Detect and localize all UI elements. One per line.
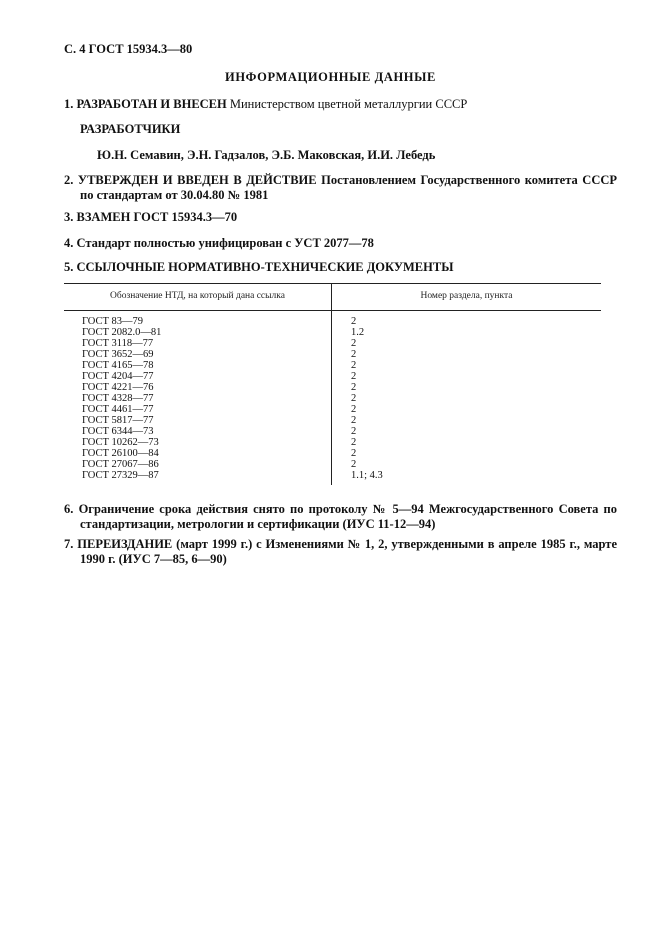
table-row — [64, 426, 601, 437]
page-title: ИНФОРМАЦИОННЫЕ ДАННЫЕ — [225, 70, 436, 84]
table-cell-document: ГОСТ 10262—73 — [82, 437, 159, 448]
table-row — [64, 415, 601, 426]
table-row — [64, 349, 601, 360]
item-7 — [64, 537, 617, 567]
item-text: Стандарт полностью унифицирован с УСТ 2077—78 — [76, 236, 374, 250]
table-row — [64, 338, 601, 349]
item-text: Постановлением Государственного комитета СССР по стандартам от 30.04.80 № 1981 — [80, 173, 618, 202]
table-row — [64, 404, 601, 415]
table-cell-section: 1.2 — [351, 327, 365, 338]
table-cell-document: ГОСТ 4204—77 — [82, 371, 154, 382]
item-heading: ССЫЛОЧНЫЕ НОРМАТИВНО-ТЕХНИЧЕСКИЕ ДОКУМЕНТЫ — [76, 260, 454, 274]
item-4 — [64, 236, 601, 251]
table-cell-section: 2 — [351, 448, 357, 459]
table-cell-document: ГОСТ 3652—69 — [82, 349, 154, 360]
table-cell-document: ГОСТ 6344—73 — [82, 426, 154, 437]
table-cell-document: ГОСТ 27067—86 — [82, 459, 159, 470]
table-cell-section: 2 — [351, 459, 357, 470]
table-header-rule — [64, 310, 601, 311]
item-number: 1. — [64, 97, 74, 111]
item-heading: ПЕРЕИЗДАНИЕ — [77, 537, 173, 551]
item-number: 7. — [64, 537, 74, 551]
table-cell-document: ГОСТ 2082.0—81 — [82, 327, 162, 338]
item-2 — [64, 173, 617, 203]
table-cell-document: ГОСТ 83—79 — [82, 316, 144, 327]
table-cell-section: 2 — [351, 371, 357, 382]
table-row — [64, 371, 601, 382]
table-cell-section: 2 — [351, 360, 357, 371]
table-cell-section: 2 — [351, 437, 357, 448]
item-heading: РАЗРАБОТАН И ВНЕСЕН — [76, 97, 227, 111]
table-row — [64, 470, 601, 481]
table-cell-section: 2 — [351, 415, 357, 426]
page-header: С. 4 ГОСТ 15934.3—80 — [64, 42, 193, 56]
table-row — [64, 448, 601, 459]
table-row — [64, 327, 601, 338]
table-body — [64, 316, 601, 481]
table-row — [64, 437, 601, 448]
table-row — [64, 393, 601, 404]
table-cell-section: 1.1; 4.3 — [351, 470, 383, 481]
table-cell-document: ГОСТ 4165—78 — [82, 360, 154, 371]
table-cell-document: ГОСТ 26100—84 — [82, 448, 159, 459]
table-cell-document: ГОСТ 4461—77 — [82, 404, 154, 415]
table-cell-document: ГОСТ 4328—77 — [82, 393, 154, 404]
table-cell-section: 2 — [351, 393, 357, 404]
item-text: Министерством цветной металлургии СССР — [226, 97, 468, 111]
table-cell-section: 2 — [351, 316, 357, 327]
item-6 — [64, 502, 617, 532]
table-row — [64, 459, 601, 470]
table-row — [64, 316, 601, 327]
table-cell-document: ГОСТ 3118—77 — [82, 338, 154, 349]
item-heading: ВЗАМЕН ГОСТ 15934.3—70 — [76, 210, 238, 224]
item-1 — [64, 97, 601, 112]
item-3 — [64, 210, 601, 225]
item-number: 2. — [64, 173, 74, 187]
item-number: 5. — [64, 260, 74, 274]
item-number: 6. — [64, 502, 74, 516]
table-cell-document: ГОСТ 27329—87 — [82, 470, 159, 481]
table-row — [64, 382, 601, 393]
item-text: Ограничение срока действия снято по протоколу № 5—94 Межгосударственного Совета по стандартизации, метрологии и сертификации (ИУС 11-12—94) — [78, 502, 618, 531]
item-number: 3. — [64, 210, 74, 224]
table-cell-section: 2 — [351, 338, 357, 349]
table-cell-section: 2 — [351, 349, 357, 360]
table-header-document: Обозначение НТД, на который дана ссылка — [110, 291, 285, 301]
item-text: (март 1999 г.) с Изменениями № 1, 2, утвержденными в апреле 1985 г., марте 1990 г. (ИУС 7—85, 6—90) — [80, 537, 617, 566]
table-cell-section: 2 — [351, 404, 357, 415]
table-cell-section: 2 — [351, 426, 357, 437]
item-heading: УТВЕРЖДЕН И ВВЕДЕН В ДЕЙСТВИЕ — [77, 173, 317, 187]
table-cell-document: ГОСТ 5817—77 — [82, 415, 154, 426]
table-cell-section: 2 — [351, 382, 357, 393]
table-cell-document: ГОСТ 4221—76 — [82, 382, 154, 393]
table-row — [64, 360, 601, 371]
developers-heading: РАЗРАБОТЧИКИ — [80, 122, 181, 136]
table-header-section: Номер раздела, пункта — [420, 291, 513, 301]
table-top-rule — [64, 283, 601, 284]
developers-list: Ю.Н. Семавин, Э.Н. Гадзалов, Э.Б. Маковская, И.И. Лебедь — [97, 148, 436, 162]
item-5 — [64, 260, 601, 275]
item-number: 4. — [64, 236, 74, 250]
